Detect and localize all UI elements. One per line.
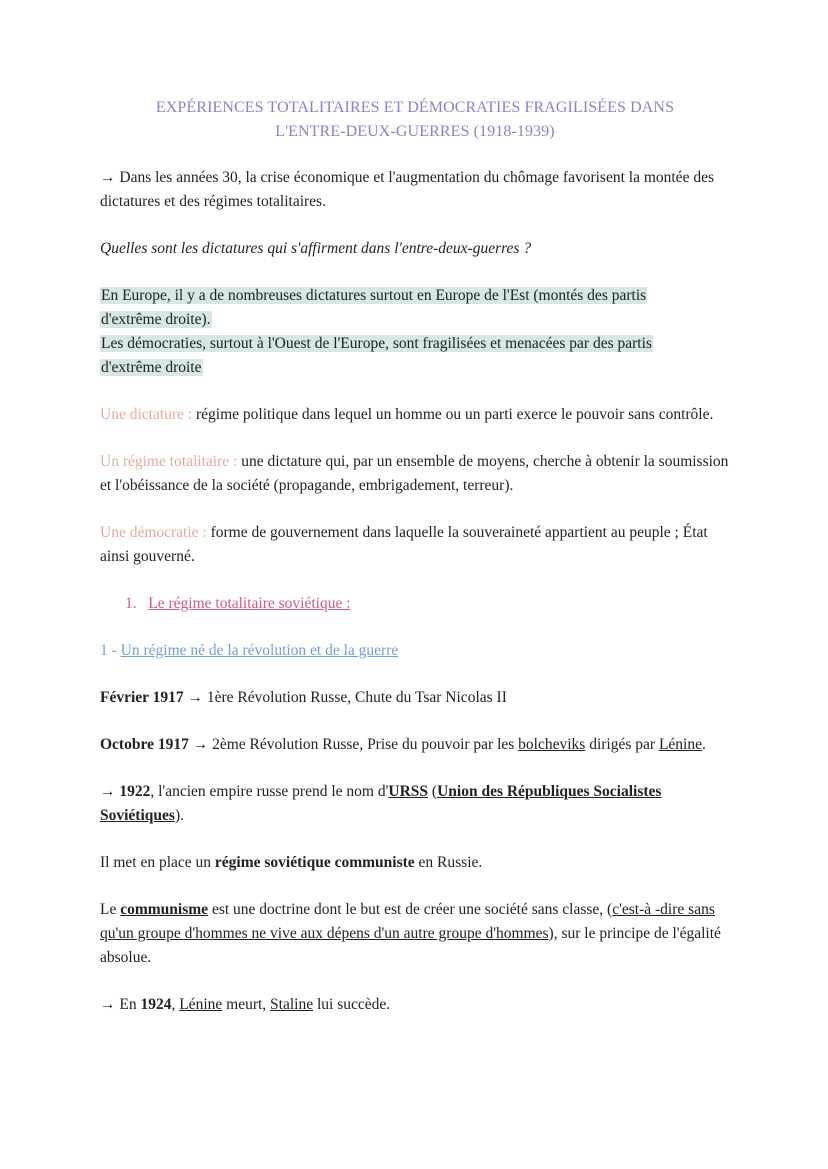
term-lenine: Lénine [179, 996, 223, 1013]
urss-paragraph [100, 780, 730, 828]
term-communisme: communisme [120, 901, 209, 918]
definition-totalitaire [100, 450, 730, 498]
fevrier-text: → 1ère Révolution Russe, Chute du Tsar Nicolas II [183, 689, 507, 706]
communisme-text: Le [100, 901, 121, 918]
question-paragraph: Quelles sont les dictatures qui s'affirment dans l'entre-deux-guerres ? [100, 240, 532, 257]
staline-text: meurt, [222, 996, 271, 1013]
regime-text: en Russie. [414, 854, 483, 871]
term-staline: Staline [270, 996, 314, 1013]
arrow-symbol: → En [100, 996, 141, 1013]
octobre-text: . [701, 736, 706, 753]
definition-dictature [100, 403, 730, 427]
title-line-2: L'ENTRE-DEUX-GUERRES (1918-1939) [275, 123, 555, 140]
definition-term: Un régime totalitaire : [100, 453, 238, 470]
highlight-paragraph [100, 284, 730, 380]
staline-text: , [171, 996, 180, 1013]
section-title: Le régime totalitaire soviétique : [148, 595, 351, 612]
regime-paragraph [100, 851, 730, 875]
communisme-explanation: c'est-à -dire sans qu'un groupe d'hommes ne vive aux dépens d'un autre groupe d'hommes [100, 901, 715, 942]
communisme-paragraph [100, 898, 730, 970]
definition-text: forme de gouvernement dans laquelle la souveraineté appartient au peuple ; État ainsi gouverné. [100, 524, 708, 565]
urss-text: ). [174, 807, 184, 824]
regime-text: Il met en place un [100, 854, 215, 871]
subsection-heading [100, 639, 730, 663]
term-lenine: Lénine [658, 736, 702, 753]
urss-text: ( [428, 783, 438, 800]
year-1922: 1922 [119, 783, 151, 800]
term-regime-sovietique: régime soviétique communiste [214, 854, 415, 871]
term-urss-full: Union des Républiques Socialistes Soviétiques [100, 783, 662, 824]
year-1924: 1924 [140, 996, 172, 1013]
subsection-prefix: 1 - [100, 642, 121, 659]
document-content [100, 96, 730, 1040]
highlight-line-3: Les démocraties, surtout à l'Ouest de l'Europe, sont fragilisées et menacées par des partis [101, 335, 652, 352]
octobre-paragraph [100, 733, 730, 757]
staline-paragraph [100, 993, 730, 1017]
page-title [100, 96, 730, 144]
definition-text: régime politique dans lequel un homme ou un parti exerce le pouvoir sans contrôle. [192, 406, 714, 423]
date-fevrier: Février 1917 [100, 689, 184, 706]
staline-text: lui succède. [313, 996, 391, 1013]
definition-term: Une démocratie : [100, 524, 207, 541]
section-heading-1 [125, 592, 730, 616]
term-bolcheviks: bolcheviks [518, 736, 586, 753]
definition-term: Une dictature : [100, 406, 193, 423]
intro-paragraph [100, 166, 730, 214]
fevrier-paragraph [100, 686, 730, 710]
title-line-1: EXPÉRIENCES TOTALITAIRES ET DÉMOCRATIES FRAGILISÉES DANS [155, 99, 675, 116]
highlight-line-4: d'extrême droite [101, 359, 202, 376]
definition-text: une dictature qui, par un ensemble de moyens, cherche à obtenir la soumission et l'obéissance de la société (propagande, embrigadement, terreur). [100, 453, 729, 494]
octobre-text: → 2ème Révolution Russe, Prise du pouvoir par les [188, 736, 519, 753]
arrow-symbol: → [100, 169, 116, 186]
term-urss: URSS [388, 783, 429, 800]
octobre-text: dirigés par [585, 736, 659, 753]
date-octobre: Octobre 1917 [100, 736, 189, 753]
communisme-text: ), sur le principe de l'égalité absolue. [100, 925, 721, 966]
highlight-line-2: d'extrême droite). [101, 311, 211, 328]
definition-democratie [100, 521, 730, 569]
arrow-symbol: → [100, 783, 120, 800]
communisme-text: est une doctrine dont le but est de créer une société sans classe, ( [208, 901, 613, 918]
intro-text: Dans les années 30, la crise économique et l'augmentation du chômage favorisent la montée des dictatures et des régimes totalitaires. [100, 169, 714, 210]
highlight-line-1: En Europe, il y a de nombreuses dictatures surtout en Europe de l'Est (montés des partis [101, 287, 647, 304]
urss-text: , l'ancien empire russe prend le nom d' [150, 783, 389, 800]
section-number: 1. [125, 595, 137, 612]
subsection-title: Un régime né de la révolution et de la guerre [120, 642, 399, 659]
